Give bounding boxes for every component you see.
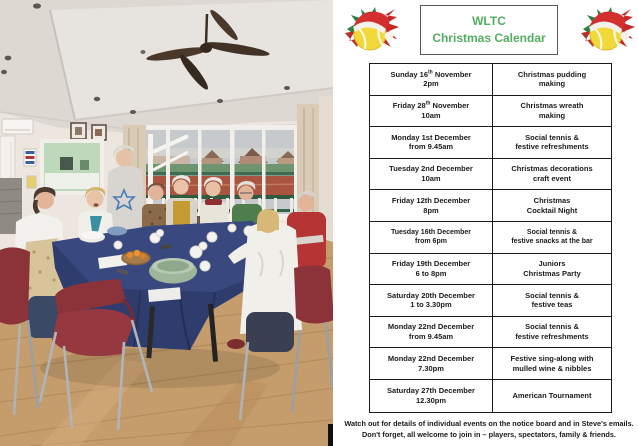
table-row — [370, 317, 611, 349]
table-row — [370, 348, 611, 380]
event-description: Festive sing-along with mulled wine & nibbles — [510, 354, 594, 373]
event-description: Christmas decorations craft event — [511, 164, 593, 184]
event-date: Tuesday 16th December from 6pm — [370, 222, 493, 253]
event-description: Social tennis & festive snacks at the bar — [511, 228, 593, 246]
title-line-2: Christmas Calendar — [432, 31, 546, 45]
servery-hatch — [42, 141, 102, 193]
table-row — [370, 159, 611, 191]
event-date: Sunday 16th November 2pm — [370, 64, 493, 95]
photo-corner-mark — [328, 424, 333, 446]
event-date: Friday 28th November 10am — [370, 96, 493, 127]
events-table — [369, 63, 612, 413]
event-description: Social tennis & festive teas — [525, 290, 579, 310]
ceiling — [0, 0, 333, 133]
title-line-1: WLTC — [472, 14, 506, 28]
calendar-header — [340, 2, 638, 58]
table-row — [370, 380, 611, 412]
table-row — [370, 254, 611, 286]
event-date: Saturday 27th December 12.30pm — [370, 380, 493, 412]
event-description: Christmas pudding making — [517, 69, 587, 89]
event-description: Juniors Christmas Party — [523, 259, 581, 278]
event-description: Social tennis & festive refreshments — [515, 132, 589, 152]
air-conditioner — [2, 119, 33, 134]
table-row — [370, 64, 611, 96]
christmas-calendar-panel — [340, 0, 638, 446]
event-date: Friday 12th December 8pm — [370, 190, 493, 221]
table-row — [370, 127, 611, 159]
event-description: Christmas Cocktail Night — [526, 196, 578, 215]
christmas-tennis-ball-icon — [576, 3, 638, 57]
event-description: American Tournament — [512, 390, 592, 400]
event-description: Social tennis & festive refreshments — [515, 322, 589, 342]
event-date: Monday 1st December from 9.45am — [370, 127, 493, 158]
event-date: Monday 22nd December 7.30pm — [370, 348, 493, 379]
christmas-tennis-ball-icon — [340, 3, 402, 57]
footer-line-1: Watch out for details of individual events on the notice board and in Steve's emails. — [344, 419, 634, 428]
table-row — [370, 285, 611, 317]
table-row — [370, 222, 611, 254]
footer-line-2: Don't forget, all welcome to join in – players, spectators, family & friends. — [362, 430, 616, 439]
event-description: Christmas wreath making — [520, 101, 584, 120]
table-row — [370, 190, 611, 222]
event-date: Tuesday 2nd December 10am — [370, 159, 493, 190]
table-row — [370, 96, 611, 128]
event-date: Monday 22nd December from 9.45am — [370, 317, 493, 348]
event-date: Friday 19th December 6 to 8pm — [370, 254, 493, 285]
calendar-title — [420, 5, 558, 55]
calendar-footer-note — [340, 418, 638, 440]
event-date: Saturday 20th December 1 to 3.30pm — [370, 285, 493, 316]
